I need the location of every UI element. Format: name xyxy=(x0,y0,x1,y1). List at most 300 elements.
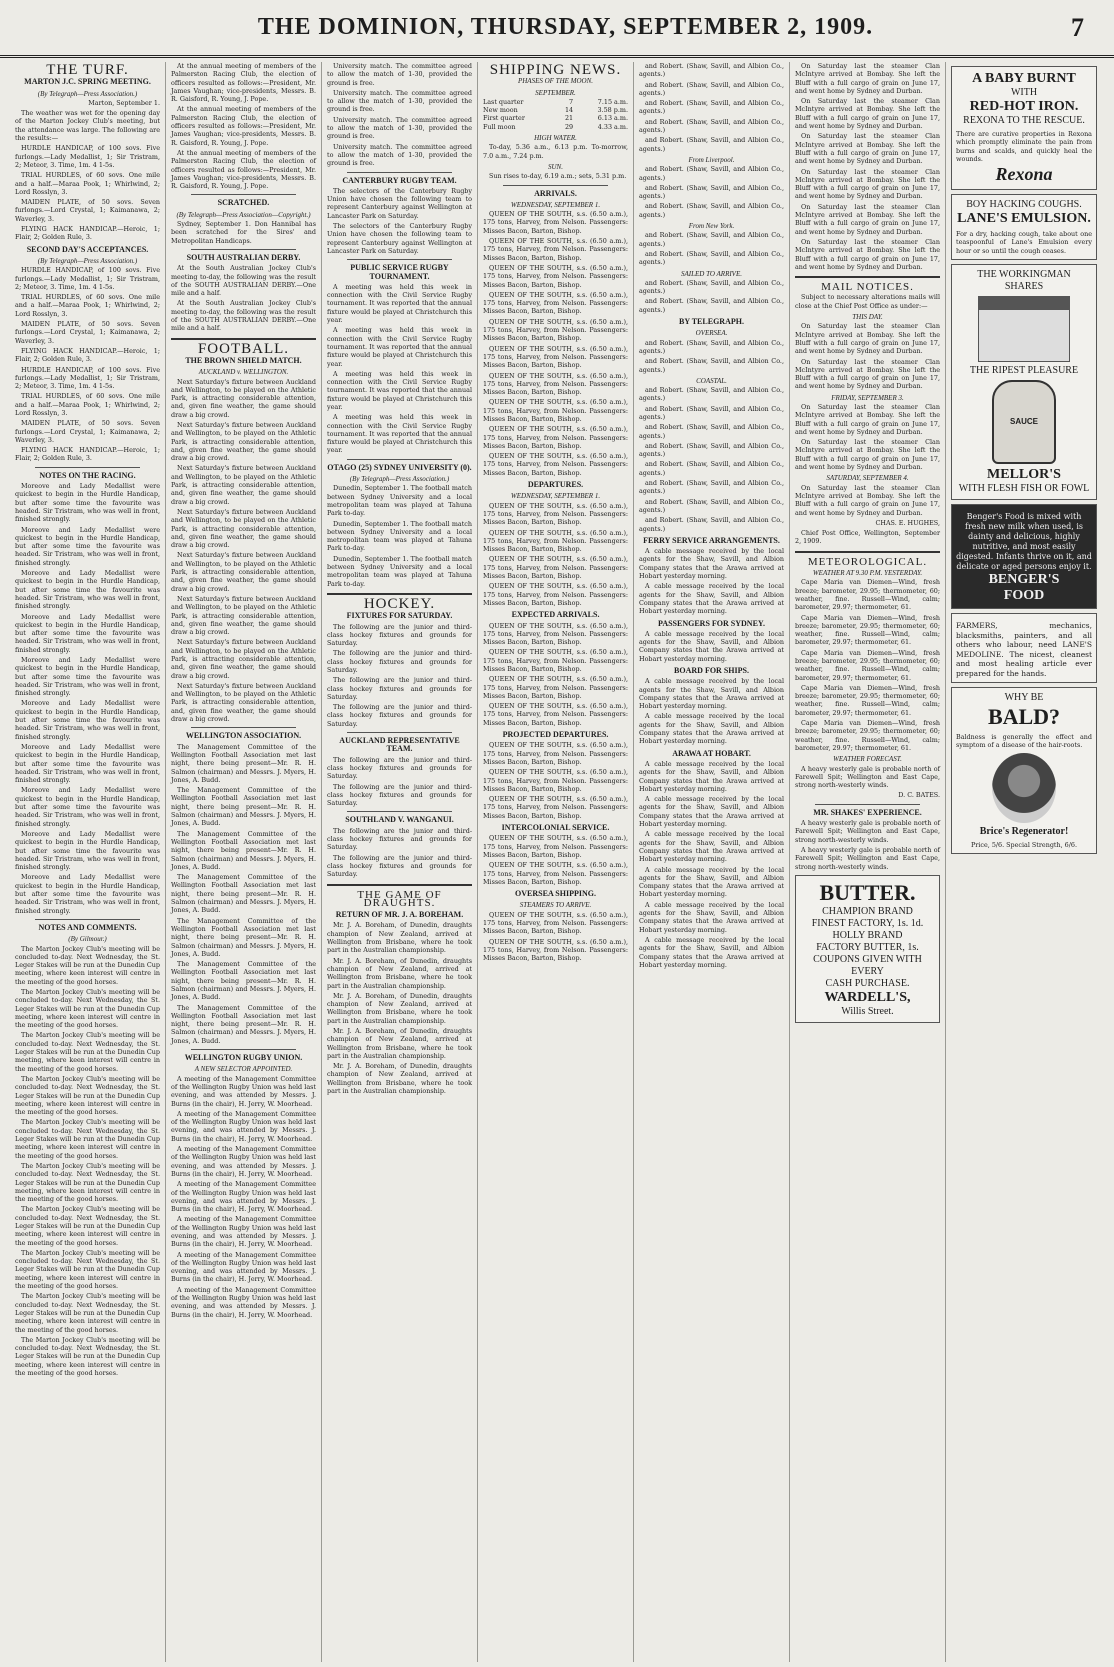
moon-time: 4.33 a.m. xyxy=(597,122,628,131)
shakes-subheading: MR. SHAKES' EXPERIENCE. xyxy=(813,807,922,817)
article-paragraph: A meeting was held this week in connection with the Civil Service Rugby tournament. It was reported that the annual fixture would be played at Christchurch this year. xyxy=(327,413,472,455)
shipping-entry: and Robert. (Shaw, Savill, and Albion Co., agents.) xyxy=(639,497,784,514)
article-paragraph: A cable message received by the local agents for the Shaw, Savill, and Albion Company states that the Arawa arrived at Hobart yesterday morning. xyxy=(639,712,784,746)
ad-brand: MELLOR'S xyxy=(987,467,1061,483)
article-paragraph: The following are the junior and third-class hockey fixtures and grounds for Saturday. xyxy=(327,826,472,852)
shipping-entry: and Robert. (Shaw, Savill, and Albion Co., agents.) xyxy=(639,249,784,267)
new-york-subheading: From New York. xyxy=(688,222,735,231)
southland-subheading: SOUTHLAND V. WANGANUI. xyxy=(345,815,454,825)
shipping-entry: and Robert. (Shaw, Savill, and Albion Co., agents.) xyxy=(639,479,784,496)
article-paragraph: The selectors of the Canterbury Rugby Union have chosen the following team to represent Canterbury against Wellington at Lancaster Park on Saturday. xyxy=(327,222,472,255)
article-paragraph: On Saturday last the steamer Clan McIntyre arrived at Bombay. She left the Bluff with a full cargo of grain on June 17, and went home by Sydney and Durban. xyxy=(795,438,940,472)
ad-body: There are curative properties in Rexona which promptly eliminate the pain from burns and scalds, and quickly heal the wounds. xyxy=(956,130,1092,163)
high-water-subheading: HIGH WATER. xyxy=(534,134,577,143)
divider xyxy=(347,259,452,260)
shipping-entry: and Robert. (Shaw, Savill, and Albion Co., agents.) xyxy=(639,441,784,459)
moon-phase: New moon xyxy=(483,106,518,115)
article-paragraph: A heavy westerly gale is probable north of Farewell Spit; Wellington and East Cape, strong north-westerly winds. xyxy=(795,764,940,790)
divider xyxy=(327,593,472,595)
shipping-entry: QUEEN OF THE SOUTH, s.s. (6.50 a.m.), 175 tons, Harvey, from Nelson. Passengers: Misses Bacon, Barton, Bishop. xyxy=(483,210,628,235)
article-paragraph: Moreove and Lady Medallist were quickest to begin in the Hurdle Handicap, but after some time the favourite was headed. Sir Tristram, who was well in front, finished strongly. xyxy=(15,786,160,828)
article-paragraph: A heavy westerly gale is probable north of Farewell Spit; Wellington and East Cape, strong north-westerly winds. xyxy=(795,819,940,844)
article-paragraph: University match. The committee agreed to allow the match of 1-30, provided the ground is free. xyxy=(327,142,472,168)
shipping-entry: and Robert. (Shaw, Savill, and Albion Co., agents.) xyxy=(639,62,784,79)
shipping-entry: and Robert. (Shaw, Savill, and Albion Co., agents.) xyxy=(639,357,784,374)
article-paragraph: The following are the junior and third-class hockey fixtures and grounds for Saturday. xyxy=(327,755,472,781)
divider xyxy=(191,249,296,250)
page-number: 7 xyxy=(1070,12,1084,42)
shipping-entry: QUEEN OF THE SOUTH, s.s. (6.50 a.m.), 175 tons, Harvey, from Nelson. Passengers: Misses Bacon, Barton, Bishop. xyxy=(483,861,628,886)
shipping-entry: QUEEN OF THE SOUTH, s.s. (6.50 a.m.), 175 tons, Harvey, from Nelson. Passengers: Misses Bacon, Barton, Bishop. xyxy=(483,290,628,316)
moon-subheading: PHASES OF THE MOON. xyxy=(517,77,594,86)
expected-arrivals-subheading: EXPECTED ARRIVALS. xyxy=(511,610,600,620)
race-result: FLYING HACK HANDICAP.—Heroic, 1; Flair, 2; Golden Rule, 3. xyxy=(15,346,160,364)
article-paragraph: The Marton Jockey Club's meeting will be concluded to-day. Next Wednesday, the St. Leger Stakes will be run at the Dunedin Cup meeting, where keen interest will centre in the meeting of the good horses. xyxy=(15,987,160,1030)
article-paragraph: The Management Committee of the Wellington Football Association met last night, there being present—Mr. R. H. Salmon (chairman) and Messrs. J. Myers, H. Jones, A. Budd. xyxy=(171,829,316,871)
article-paragraph: A cable message received by the local agents for the Shaw, Savill, and Albion Company states that the Arawa arrived at Hobart yesterday morning. xyxy=(639,759,784,793)
moon-phase: First quarter xyxy=(483,114,525,123)
bengers-food-advertisement xyxy=(951,504,1097,609)
byline: (By Telegraph—Press Association.) xyxy=(37,89,138,98)
shipping-entry: QUEEN OF THE SOUTH, s.s. (6.50 a.m.), 175 tons, Harvey, from Nelson. Passengers: Misses Bacon, Barton, Bishop. xyxy=(483,501,628,527)
article-paragraph: Cape Maria van Diemen—Wind, fresh breeze; barometer, 29.95; thermometer, 60; weather, fine. Russell—Wind, calm; barometer, 29.97; thermometer, 61. xyxy=(795,578,940,612)
article-paragraph: The Management Committee of the Wellington Football Association met last night, there being present—Mr. R. H. Salmon (chairman) and Messrs. J. Myers, H. Jones, A. Budd. xyxy=(171,873,316,915)
divider xyxy=(347,732,452,733)
article-paragraph: The Management Committee of the Wellington Football Association met last night, there being present—Mr. R. H. Salmon (chairman) and Messrs. J. Myers, H. Jones, A. Budd. xyxy=(171,1003,316,1045)
ad-brand: Brice's Regenerator! xyxy=(979,825,1069,837)
byline: (By Telegraph—Press Association.) xyxy=(349,475,450,484)
race-result: TRIAL HURDLES, of 60 sovs. One mile and a half.—Maraa Pook, 1; Whirlwind, 2; Lord Rosslyn, 3. xyxy=(15,392,160,417)
article-paragraph: At the annual meeting of members of the Palmerston Racing Club, the election of officers resulted as follows:—President, Mr. James Vaughan; vice-presidents, Messrs. B. R. Gaisford, R. Young, J. Pope. xyxy=(171,62,316,104)
article-paragraph: Next Saturday's fixture between Auckland and Wellington, to be played on the Athletic Park, is attracting considerable attention, and, given fine weather, the game should draw a big crowd. xyxy=(171,681,316,724)
article-paragraph: A cable message received by the local agents for the Shaw, Savill, and Albion Company states that the Arawa arrived at Hobart yesterday morning. xyxy=(639,629,784,663)
divider xyxy=(347,459,452,460)
moon-time: 6.13 a.m. xyxy=(597,114,628,123)
intercolonial-subheading: INTERCOLONIAL SERVICE. xyxy=(501,823,610,833)
article-paragraph: On Saturday last the steamer Clan McIntyre arrived at Bombay. She left the Bluff with a full cargo of grain on June 17, and went home by Sydney and Durban. xyxy=(795,483,940,517)
brices-regenerator-advertisement xyxy=(951,687,1097,854)
article-paragraph: Moreove and Lady Medallist were quickest to begin in the Hurdle Handicap, but after some time the favourite was headed. Sir Tristram, who was well in front, finished strongly. xyxy=(15,569,160,611)
shipping-entry: and Robert. (Shaw, Savill, and Albion Co., agents.) xyxy=(639,338,784,355)
article-paragraph: A cable message received by the local agents for the Shaw, Savill, and Albion Company states that the Arawa arrived at Hobart yesterday morning. xyxy=(639,677,784,711)
oversea-subheading: OVERSEA. xyxy=(695,329,728,338)
article-paragraph: Next Saturday's fixture between Auckland and Wellington, to be played on the Athletic Park, is attracting considerable attention, and, given fine weather, the game should draw a big crowd. xyxy=(171,464,316,506)
masthead xyxy=(0,0,1114,58)
ad-title: BUTTER. xyxy=(819,879,916,905)
shipping-entry: and Robert. (Shaw, Savill, and Albion Co., agents.) xyxy=(639,136,784,153)
article-paragraph: The Marton Jockey Club's meeting will be concluded to-day. Next Wednesday, the St. Leger Stakes will be run at the Dunedin Cup meeting, where keen interest will centre in the meeting of the good horses. xyxy=(15,944,160,986)
column-1 xyxy=(10,62,166,1662)
shipping-entry: QUEEN OF THE SOUTH, s.s. (6.50 a.m.), 175 tons, Harvey, from Nelson. Passengers: Misses Bacon, Barton, Bishop. xyxy=(483,344,628,370)
weather-subheading: WEATHER AT 9.30 P.M. YESTERDAY. xyxy=(812,569,923,578)
workingman-illustration xyxy=(978,296,1070,362)
article-paragraph: On Saturday last the steamer Clan McIntyre arrived at Bombay. She left the Bluff with a full cargo of grain on June 17, and went home by Sydney and Durban. xyxy=(795,132,940,166)
sailed-subheading: SAILED TO ARRIVE. xyxy=(681,269,742,278)
article-paragraph: Moreove and Lady Medallist were quickest to begin in the Hurdle Handicap, but after some time the favourite was headed. Sir Tristram, who was well in front, finished strongly. xyxy=(15,873,160,915)
article-paragraph: The selectors of the Canterbury Rugby Union have chosen the following team to represent Canterbury against Wellington at Lancaster Park on Saturday. xyxy=(327,186,472,220)
association-subheading: WELLINGTON ASSOCIATION. xyxy=(185,731,302,741)
article-paragraph: A meeting of the Management Committee of the Wellington Rugby Union was held last evening, and was attended by Messrs. J. Burns (in the chair), H. Jerry, W. Moorhead. xyxy=(171,1215,316,1249)
shipping-entry: QUEEN OF THE SOUTH, s.s. (6.50 a.m.), 175 tons, Harvey, from Nelson. Passengers: Misses Bacon, Barton, Bishop. xyxy=(483,263,628,289)
coastal-subheading: COASTAL. xyxy=(696,376,727,385)
meteorological-heading: METEOROLOGICAL. xyxy=(807,555,928,568)
shipping-entry: QUEEN OF THE SOUTH, s.s. (6.50 a.m.), 175 tons, Harvey, from Nelson. Passengers: Misses Bacon, Barton, Bishop. xyxy=(483,528,628,554)
divider xyxy=(347,811,452,812)
race-result: MAIDEN PLATE, of 50 sovs. Seven furlongs.—Lord Crystal, 1; Kaimanawa, 2; Waverley, 3. xyxy=(15,320,160,345)
shipping-entry: and Robert. (Shaw, Savill, and Albion Co., agents.) xyxy=(639,297,784,314)
ad-line: THE WORKINGMAN xyxy=(977,269,1071,281)
newspaper-page xyxy=(10,62,1104,1662)
article-paragraph: On Saturday last the steamer Clan McIntyre arrived at Bombay. She left the Bluff with a full cargo of grain on June 17, and went home by Sydney and Durban. xyxy=(795,402,940,436)
shipping-entry: QUEEN OF THE SOUTH, s.s. (6.50 a.m.), 175 tons, Harvey, from Nelson. Passengers: Misses Bacon, Barton, Bishop. xyxy=(483,648,628,673)
ad-line: WHY BE xyxy=(1004,692,1044,704)
notes-comments-subheading: NOTES AND COMMENTS. xyxy=(38,922,137,932)
shipping-entry: QUEEN OF THE SOUTH, s.s. (6.50 a.m.), 175 tons, Harvey, from Nelson. Passengers: Misses Bacon, Barton, Bishop. xyxy=(483,237,628,262)
article-paragraph: On Saturday last the steamer Clan McIntyre arrived at Bombay. She left the Bluff with a full cargo of grain on June 17, and went home by Sydney and Durban. xyxy=(795,237,940,271)
arawa-subheading: ARAWA AT HOBART. xyxy=(672,748,751,758)
article-paragraph: The Management Committee of the Wellington Football Association met last night, there being present—Mr. R. H. Salmon (chairman) and Messrs. J. Myers, H. Jones, A. Budd. xyxy=(171,786,316,828)
article-paragraph: At the South Australian Jockey Club's meeting to-day, the following was the result of the SOUTH AUSTRALIAN DERBY.—One mile and a half. xyxy=(171,264,316,298)
race-result: HURDLE HANDICAP, of 100 sovs. Five furlongs.—Lady Medallist, 1; Sir Tristram, 2; Meteor, 3. Time, 1m. 4 1-5s. xyxy=(15,144,160,169)
sa-derby-subheading: SOUTH AUSTRALIAN DERBY. xyxy=(186,252,301,262)
canterbury-subheading: CANTERBURY RUGBY TEAM. xyxy=(342,175,457,185)
article-paragraph: A meeting of the Management Committee of the Wellington Rugby Union was held last evening, and was attended by Messrs. J. Burns (in the chair), H. Jerry, W. Moorhead. xyxy=(171,1145,316,1178)
divider xyxy=(191,1049,296,1050)
ad-body: For a dry, hacking cough, take about one teaspoonful of Lane's Emulsion every hour or so until the cough ceases. xyxy=(956,230,1092,255)
article-paragraph: On Saturday last the steamer Clan McIntyre arrived at Bombay. She left the Bluff with a full cargo of grain on June 17, and went home by Sydney and Durban. xyxy=(795,167,940,201)
article-paragraph: Moreove and Lady Medallist were quickest to begin in the Hurdle Handicap, but after some time the favourite was headed. Sir Tristram, who was well in front, finished strongly. xyxy=(15,482,160,524)
divider xyxy=(35,919,140,920)
signature-note: Chief Post Office, Wellington, September 2, 1909. xyxy=(795,529,940,546)
liverpool-subheading: From Liverpool. xyxy=(688,155,735,164)
article-paragraph: A meeting of the Management Committee of the Wellington Rugby Union was held last evening, and was attended by Messrs. J. Burns (in the chair), H. Jerry, W. Moorhead. xyxy=(171,1074,316,1108)
shipping-entry: and Robert. (Shaw, Savill, and Albion Co., agents.) xyxy=(639,231,784,248)
projected-departures-subheading: PROJECTED DEPARTURES. xyxy=(502,730,609,740)
ad-address: Willis Street. xyxy=(841,1005,894,1017)
butter-advertisement xyxy=(795,875,940,1023)
divider xyxy=(815,804,920,805)
shipping-entry: QUEEN OF THE SOUTH, s.s. (6.50 a.m.), 175 tons, Harvey, from Nelson. Passengers: Misses Bacon, Barton, Bishop. xyxy=(483,371,628,397)
rexona-advertisement xyxy=(951,66,1097,190)
shipping-entry: and Robert. (Shaw, Savill, and Albion Co., agents.) xyxy=(639,117,784,135)
article-paragraph: A cable message received by the local agents for the Shaw, Savill, and Albion Company states that the Arawa arrived at Hobart yesterday morning. xyxy=(639,547,784,581)
shipping-entry: QUEEN OF THE SOUTH, s.s. (6.50 a.m.), 175 tons, Harvey, from Nelson. Passengers: Misses Bacon, Barton, Bishop. xyxy=(483,398,628,423)
article-paragraph: Dunedin, September 1. The football match between Sydney University and a local metropolitan team was played at Tahuna Park to-day. xyxy=(327,519,472,553)
marton-subheading: MARTON J.C. SPRING MEETING. xyxy=(24,77,151,87)
high-water: To-day, 5.36 a.m., 6.13 p.m. To-morrow, 7.0 a.m., 7.24 p.m. xyxy=(483,143,628,160)
table-row xyxy=(483,123,628,131)
boreham-subheading: RETURN OF MR. J. A. BOREHAM. xyxy=(335,910,464,920)
moon-phase: Last quarter xyxy=(483,97,524,106)
article-paragraph: Cape Maria van Diemen—Wind, fresh breeze; barometer, 29.95; thermometer, 60; weather, fine. Russell—Wind, calm; barometer, 29.97; thermometer, 61. xyxy=(795,648,940,682)
mail-day: THIS DAY. xyxy=(852,313,883,322)
article-paragraph: The weather was wet for the opening day of the Marton Jockey Club's meeting, but the attendance was large. The following are the results:— xyxy=(15,109,160,143)
race-result: FLYING HACK HANDICAP.—Heroic, 1; Flair, 2; Golden Rule, 3. xyxy=(15,225,160,242)
column-6 xyxy=(790,62,946,1662)
brown-shield-subheading: THE BROWN SHIELD MATCH. xyxy=(185,355,302,365)
match-subheading: AUCKLAND v. WELLINGTON. xyxy=(198,368,289,377)
column-7 xyxy=(946,62,1102,1662)
signature: D. C. BATES. xyxy=(898,791,940,800)
ad-line: WITH FLESH FISH OR FOWL xyxy=(958,483,1090,495)
steamers-subheading: STEAMERS TO ARRIVE. xyxy=(519,901,592,910)
ad-headline: RED-HOT IRON. xyxy=(969,99,1079,114)
article-paragraph: A cable message received by the local agents for the Shaw, Savill, and Albion Company states that the Arawa arrived at Hobart yesterday morning. xyxy=(639,830,784,864)
turf-heading: THE TURF. xyxy=(46,62,129,78)
article-paragraph: Next Saturday's fixture between Auckland and Wellington, to be played on the Athletic Park, is attracting considerable attention, and, given fine weather, the game should draw a big crowd. xyxy=(171,507,316,550)
article-paragraph: The following are the junior and third-class hockey fixtures and grounds for Saturday. xyxy=(327,622,472,648)
article-paragraph: A cable message received by the local agents for the Shaw, Savill, and Albion Company states that the Arawa arrived at Hobart yesterday morning. xyxy=(639,795,784,829)
ad-line: FINEST FACTORY, 1s. 1d. xyxy=(811,917,924,929)
race-result: TRIAL HURDLES, of 60 sovs. One mile and a half.—Maraa Pook, 1; Whirlwind, 2; Lord Rosslyn, 3. xyxy=(15,171,160,196)
mail-day: SATURDAY, SEPTEMBER 4. xyxy=(826,474,909,483)
article-paragraph: The Management Committee of the Wellington Football Association met last night, there being present—Mr. R. H. Salmon (chairman) and Messrs. J. Myers, H. Jones, A. Budd. xyxy=(171,916,316,958)
article-paragraph: Moreove and Lady Medallist were quickest to begin in the Hurdle Handicap, but after some time the favourite was headed. Sir Tristram, who was well in front, finished strongly. xyxy=(15,612,160,654)
article-paragraph: On Saturday last the steamer Clan McIntyre arrived at Bombay. She left the Bluff with a full cargo of grain on June 17, and went home by Sydney and Durban. xyxy=(795,62,940,95)
article-paragraph: On Saturday last the steamer Clan McIntyre arrived at Bombay. She left the Bluff with a full cargo of grain on June 17, and went home by Sydney and Durban. xyxy=(795,322,940,356)
article-paragraph: Mr. J. A. Boreham, of Dunedin, draughts champion of New Zealand, arrived at Wellington from Brisbane, where he took part in the Australian championship. xyxy=(327,1026,472,1060)
ad-headline: FOOD xyxy=(1003,588,1045,604)
article-paragraph: A meeting of the Management Committee of the Wellington Rugby Union was held last evening, and was attended by Messrs. J. Burns (in the chair), H. Jerry, W. Moorhead. xyxy=(171,1250,316,1284)
ad-headline: LANE'S EMULSION. xyxy=(957,211,1091,227)
article-paragraph: The Marton Jockey Club's meeting will be concluded to-day. Next Wednesday, the St. Leger Stakes will be run at the Dunedin Cup meeting, where keen interest will centre in the meeting of the good horses. xyxy=(15,1292,160,1334)
table-row xyxy=(483,98,628,106)
article-paragraph: A meeting was held this week in connection with the Civil Service Rugby tournament. It was reported that the annual fixture would be played at Christchurch this year. xyxy=(327,369,472,411)
article-paragraph: Moreove and Lady Medallist were quickest to begin in the Hurdle Handicap, but after some time the favourite was headed. Sir Tristram, who was well in front, finished strongly. xyxy=(15,742,160,785)
divider xyxy=(191,194,296,195)
article-paragraph: Mr. J. A. Boreham, of Dunedin, draughts champion of New Zealand, arrived at Wellington from Brisbane, where he took part in the Australian championship. xyxy=(327,921,472,955)
byline: (By Gilmour.) xyxy=(68,935,107,944)
article-paragraph: A meeting was held this week in connection with the Civil Service Rugby tournament. It was reported that the annual fixture would be played at Christchurch this year. xyxy=(327,326,472,368)
shipping-entry: QUEEN OF THE SOUTH, s.s. (6.50 a.m.), 175 tons, Harvey, from Nelson. Passengers: Misses Bacon, Barton, Bishop. xyxy=(483,675,628,700)
forecast-subheading: WEATHER FORECAST. xyxy=(833,755,902,764)
race-result: FLYING HACK HANDICAP.—Heroic, 1; Flair, 2; Golden Rule, 3. xyxy=(15,446,160,463)
ad-logo: Rexona xyxy=(995,164,1053,185)
article-paragraph: The following are the junior and third-class hockey fixtures and grounds for Saturday. xyxy=(327,676,472,701)
moon-date: 7 xyxy=(569,97,574,106)
oversea-shipping-subheading: OVERSEA SHIPPING. xyxy=(515,889,596,899)
telegraph-subheading: BY TELEGRAPH. xyxy=(679,317,744,327)
shipping-entry: QUEEN OF THE SOUTH, s.s. (6.50 a.m.), 175 tons, Harvey, from Nelson. Passengers: Misses Bacon, Barton, Bishop. xyxy=(483,317,628,343)
race-result: MAIDEN PLATE, of 50 sovs. Seven furlongs.—Lord Crystal, 1; Kaimanawa, 2; Waverley, 3. xyxy=(15,198,160,223)
mail-heading: MAIL NOTICES. xyxy=(821,281,914,294)
article-paragraph: University match. The committee agreed to allow the match of 1-30, provided the ground is free. xyxy=(327,88,472,114)
ad-brand: WARDELL'S, xyxy=(824,989,911,1005)
shipping-entry: QUEEN OF THE SOUTH, s.s. (6.50 a.m.), 175 tons, Harvey, from Nelson. Passengers: Misses Bacon, Barton, Bishop. xyxy=(483,702,628,727)
article-paragraph: On Saturday last the steamer Clan McIntyre arrived at Bombay. She left the Bluff with a full cargo of grain on June 17, and went home by Sydney and Durban. xyxy=(795,97,940,131)
article-paragraph: A meeting of the Management Committee of the Wellington Rugby Union was held last evening, and was attended by Messrs. J. Burns (in the chair), H. Jerry, W. Moorhead. xyxy=(171,1285,316,1319)
shipping-entry: and Robert. (Shaw, Savill, and Albion Co., agents.) xyxy=(639,278,784,296)
article-paragraph: The Marton Jockey Club's meeting will be concluded to-day. Next Wednesday, the St. Leger Stakes will be run at the Dunedin Cup meeting, where keen interest will centre in the meeting of the good horses. xyxy=(15,1161,160,1204)
article-paragraph: The Marton Jockey Club's meeting will be concluded to-day. Next Wednesday, the St. Leger Stakes will be run at the Dunedin Cup meeting, where keen interest will centre in the meeting of the good horses. xyxy=(15,1074,160,1117)
shipping-entry: QUEEN OF THE SOUTH, s.s. (6.50 a.m.), 175 tons, Harvey, from Nelson. Passengers: Misses Bacon, Barton, Bishop. xyxy=(483,425,628,450)
fixtures-subheading: FIXTURES FOR SATURDAY. xyxy=(346,611,453,621)
shipping-entry: and Robert. (Shaw, Savill, and Albion Co., agents.) xyxy=(639,386,784,403)
article-paragraph: Mr. J. A. Boreham, of Dunedin, draughts champion of New Zealand, arrived at Wellington from Brisbane, where he took part in the Australian championship. xyxy=(327,956,472,990)
article-paragraph: A meeting was held this week in connection with the Civil Service Rugby tournament. It was reported that the annual fixture would be played at Christchurch this year. xyxy=(327,282,472,325)
ad-line: COUPONS GIVEN WITH EVERY xyxy=(813,953,922,977)
article-paragraph: Next Saturday's fixture between Auckland and Wellington, to be played on the Athletic Park, is attracting considerable attention, and, given fine weather, the game should draw a big crowd. xyxy=(171,420,316,463)
ad-price: Price, 5/6. Special Strength, 6/6. xyxy=(971,840,1077,849)
sun-times: Sun rises to-day, 6.19 a.m.; sets, 5.31 p.m. xyxy=(489,172,627,181)
divider xyxy=(171,338,316,340)
board-subheading: BOARD FOR SHIPS. xyxy=(674,666,749,675)
article-paragraph: A meeting of the Management Committee of the Wellington Rugby Union was held last evening, and was attended by Messrs. J. Burns (in the chair), H. Jerry, W. Moorhead. xyxy=(171,1109,316,1143)
portrait-illustration xyxy=(992,753,1056,823)
article-paragraph: The following are the junior and third-class hockey fixtures and grounds for Saturday. xyxy=(327,703,472,728)
ad-line: FACTORY BUTTER, 1s. xyxy=(816,941,919,953)
race-result: MAIDEN PLATE, of 50 sovs. Seven furlongs.—Lord Crystal, 1; Kaimanawa, 2; Waverley, 3. xyxy=(15,419,160,444)
article-paragraph: A cable message received by the local agents for the Shaw, Savill, and Albion Company states that the Arawa arrived at Hobart yesterday morning. xyxy=(639,582,784,616)
article-paragraph: A cable message received by the local agents for the Shaw, Savill, and Albion Company states that the Arawa arrived at Hobart yesterday morning. xyxy=(639,935,784,969)
article-paragraph: On Saturday last the steamer Clan McIntyre arrived at Bombay. She left the Bluff with a full cargo of grain on June 17, and went home by Sydney and Durban. xyxy=(795,202,940,236)
mellors-sauce-advertisement xyxy=(951,264,1097,500)
arrivals-date: WEDNESDAY, SEPTEMBER 1. xyxy=(510,200,601,209)
article-paragraph: Next Saturday's fixture between Auckland and Wellington, to be played on the Athletic Park, is attracting considerable attention, and, given fine weather, the game should draw a big crowd. xyxy=(171,638,316,680)
shipping-entry: QUEEN OF THE SOUTH, s.s. (6.50 a.m.), 175 tons, Harvey, from Nelson. Passengers: Misses Bacon, Barton, Bishop. xyxy=(483,768,628,793)
arrivals-subheading: ARRIVALS. xyxy=(534,188,577,198)
article-paragraph: University match. The committee agreed to allow the match of 1-30, provided the ground is free. xyxy=(327,115,472,141)
divider xyxy=(35,467,140,468)
column-4 xyxy=(478,62,634,1662)
column-5 xyxy=(634,62,790,1662)
article-paragraph: The Marton Jockey Club's meeting will be concluded to-day. Next Wednesday, the St. Leger Stakes will be run at the Dunedin Cup meeting, where keen interest will centre in the meeting of the good horses. xyxy=(15,1248,160,1291)
sauce-bottle-illustration xyxy=(992,380,1056,464)
shipping-entry: QUEEN OF THE SOUTH, s.s. (6.50 a.m.), 175 tons, Harvey, from Nelson. Passengers: Misses Bacon, Barton, Bishop. xyxy=(483,937,628,963)
passengers-subheading: PASSENGERS FOR SYDNEY. xyxy=(658,618,765,628)
article-paragraph: The Marton Jockey Club's meeting will be concluded to-day. Next Wednesday, the St. Leger Stakes will be run at the Dunedin Cup meeting, where keen interest will centre in the meeting of the good horses. xyxy=(15,1031,160,1073)
ad-body: Benger's Food is mixed with fresh new milk when used, is dainty and delicious, highly nutritive, and most easily digested. Infants thrive on it, and delicate or aged persons enjoy it. xyxy=(956,512,1092,572)
scratched-subheading: SCRATCHED. xyxy=(217,198,270,208)
shipping-entry: QUEEN OF THE SOUTH, s.s. (6.50 a.m.), 175 tons, Harvey, from Nelson. Passengers: Misses Bacon, Barton, Bishop. xyxy=(483,834,628,859)
article-paragraph: Cape Maria van Diemen—Wind, fresh breeze; barometer, 29.95; thermometer, 60; weather, fine. Russell—Wind, calm; barometer, 29.97; thermometer, 61. xyxy=(795,613,940,647)
football-heading: FOOTBALL. xyxy=(197,340,290,357)
article-paragraph: The Management Committee of the Wellington Football Association met last night, there being present—Mr. R. H. Salmon (chairman) and Messrs. J. Myers, H. Jones, A. Budd. xyxy=(171,960,316,1002)
divider xyxy=(503,185,608,186)
article-paragraph: A heavy westerly gale is probable north of Farewell Spit; Wellington and East Cape, strong north-westerly winds. xyxy=(795,845,940,871)
shipping-entry: QUEEN OF THE SOUTH, s.s. (6.50 a.m.), 175 tons, Harvey, from Nelson. Passengers: Misses Bacon, Barton, Bishop. xyxy=(483,555,628,581)
byline: (By Telegraph—Press Association.) xyxy=(37,256,138,265)
table-row xyxy=(483,114,628,122)
moon-date: 21 xyxy=(564,114,574,123)
ad-brand: BENGER'S xyxy=(988,572,1060,588)
byline: (By Telegraph—Press Association—Copyright.) xyxy=(176,210,311,219)
ad-line: CASH PURCHASE. xyxy=(825,977,910,989)
shipping-entry: and Robert. (Shaw, Savill, and Albion Co., agents.) xyxy=(639,183,784,201)
ad-line: HOLLY BRAND xyxy=(832,929,903,941)
divider xyxy=(795,276,940,278)
dateline: Marton, September 1. xyxy=(88,98,160,107)
ferry-subheading: FERRY SERVICE ARRANGEMENTS. xyxy=(643,535,780,545)
ad-headline: BALD? xyxy=(987,704,1061,730)
article-paragraph: Mr. J. A. Boreham, of Dunedin, draughts champion of New Zealand, arrived at Wellington from Brisbane, where he took part in the Australian championship. xyxy=(327,1062,472,1096)
shipping-entry: and Robert. (Shaw, Savill, and Albion Co., agents.) xyxy=(639,80,784,97)
article-paragraph: Next Saturday's fixture between Auckland and Wellington, to be played on the Athletic Park, is attracting considerable attention, and, given fine weather, the game should draw a big crowd. xyxy=(171,551,316,593)
lanes-emulsion-advertisement xyxy=(951,194,1097,260)
shipping-entry: and Robert. (Shaw, Savill, and Albion Co., agents.) xyxy=(639,516,784,533)
race-result: HURDLE HANDICAP, of 100 sovs. Five furlongs.—Lady Medallist, 1; Sir Tristram, 2; Meteor, 3. Time, 1m. 4 1-5s. xyxy=(15,365,160,391)
moon-time: 7.15 a.m. xyxy=(597,97,628,106)
article-paragraph: At the South Australian Jockey Club's meeting to-day, the following was the result of the SOUTH AUSTRALIAN DERBY.—One mile and a half. xyxy=(171,299,316,333)
signature: CHAS. E. HUGHES, xyxy=(875,518,940,527)
shipping-entry: and Robert. (Shaw, Savill, and Albion Co., agents.) xyxy=(639,202,784,219)
shipping-entry: and Robert. (Shaw, Savill, and Albion Co., agents.) xyxy=(639,423,784,440)
shipping-entry: and Robert. (Shaw, Savill, and Albion Co., agents.) xyxy=(639,99,784,116)
article-paragraph: The following are the junior and third-class hockey fixtures and grounds for Saturday. xyxy=(327,649,472,674)
shipping-entry: QUEEN OF THE SOUTH, s.s. (6.50 a.m.), 175 tons, Harvey, from Nelson. Passengers: Misses Bacon, Barton, Bishop. xyxy=(483,582,628,607)
ad-headline: A BABY BURNT xyxy=(972,71,1076,86)
article-paragraph: At the annual meeting of members of the Palmerston Racing Club, the election of officers resulted as follows:—President, Mr. James Vaughan; vice-presidents, Messrs. B. R. Gaisford, R. Young, J. Pope. xyxy=(171,105,316,147)
article-paragraph: At the annual meeting of members of the Palmerston Racing Club, the election of officers resulted as follows:—President, Mr. James Vaughan; vice-presidents, Messrs. B. R. Gaisford, R. Young, J. Pope. xyxy=(171,148,316,191)
departures-subheading: DEPARTURES. xyxy=(527,480,584,490)
article-paragraph: The Marton Jockey Club's meeting will be concluded to-day. Next Wednesday, the St. Leger Stakes will be run at the Dunedin Cup meeting, where keen interest will centre in the meeting of the good horses. xyxy=(15,1335,160,1378)
divider xyxy=(795,551,940,553)
auckland-rep-subheading: AUCKLAND REPRESENTATIVE TEAM. xyxy=(339,736,460,754)
moon-date: 29 xyxy=(564,122,574,131)
article-paragraph: Mr. J. A. Boreham, of Dunedin, draughts champion of New Zealand, arrived at Wellington from Brisbane, where he took part in the Australian championship. xyxy=(327,991,472,1025)
hockey-heading: HOCKEY. xyxy=(363,595,436,612)
column-3 xyxy=(322,62,478,1662)
ad-line: SHARES xyxy=(1004,281,1044,293)
masthead-title: THE DOMINION, THURSDAY, SEPTEMBER 2, 1909. xyxy=(257,14,874,40)
article-paragraph: A cable message received by the local agents for the Shaw, Savill, and Albion Company states that the Arawa arrived at Hobart yesterday morning. xyxy=(639,865,784,899)
article-paragraph: Moreove and Lady Medallist were quickest to begin in the Hurdle Handicap, but after some time the favourite was headed. Sir Tristram, who was well in front, finished strongly. xyxy=(15,699,160,741)
article-paragraph: The Marton Jockey Club's meeting will be concluded to-day. Next Wednesday, the St. Leger Stakes will be run at the Dunedin Cup meeting, where keen interest will centre in the meeting of the good horses. xyxy=(15,1118,160,1160)
article-paragraph: Next Saturday's fixture between Auckland and Wellington, to be played on the Athletic Park, is attracting considerable attention, and, given fine weather, the game should draw a big crowd. xyxy=(171,594,316,637)
article-paragraph: On Saturday last the steamer Clan McIntyre arrived at Bombay. She left the Bluff with a full cargo of grain on June 17, and went home by Sydney and Durban. xyxy=(795,357,940,391)
column-2 xyxy=(166,62,322,1662)
article-paragraph: Dunedin, September 1. The football match between Sydney University and a local metropolitan team was played at Tahuna Park to-day. xyxy=(327,484,472,518)
article-paragraph: Moreove and Lady Medallist were quickest to begin in the Hurdle Handicap, but after some time the favourite was headed. Sir Tristram, who was well in front, finished strongly. xyxy=(15,525,160,567)
article-paragraph: Moreove and Lady Medallist were quickest to begin in the Hurdle Handicap, but after some time the favourite was headed. Sir Tristram, who was well in front, finished strongly. xyxy=(15,829,160,872)
divider xyxy=(327,884,472,886)
ad-line: THE RIPEST PLEASURE xyxy=(969,365,1079,377)
shipping-entry: QUEEN OF THE SOUTH, s.s. (6.50 a.m.), 175 tons, Harvey, from Nelson. Passengers: Misses Bacon, Barton, Bishop. xyxy=(483,621,628,647)
moon-table xyxy=(483,98,628,131)
public-service-subheading: PUBLIC SERVICE RUGBY TOURNAMENT. xyxy=(350,263,449,281)
sun-subheading: SUN. xyxy=(548,162,563,171)
ad-body: FARMERS, mechanics, blacksmiths, painters, and all others who labour, need LANE'S MEDOLINE. The nicest, cleanest and most healing article ever prepared for the hands. xyxy=(956,621,1092,678)
article-paragraph: University match. The committee agreed to allow the match of 1-30, provided the ground is free. xyxy=(327,62,472,87)
article-paragraph: Next Saturday's fixture between Auckland and Wellington, to be played on the Athletic Park, is attracting considerable attention, and, given fine weather, the game should draw a big crowd. xyxy=(171,377,316,419)
acceptances-subheading: SECOND DAY'S ACCEPTANCES. xyxy=(26,244,149,254)
bottle-label: SAUCE xyxy=(1009,416,1038,426)
racing-notes-subheading: NOTES ON THE RACING. xyxy=(39,470,136,480)
shipping-entry: and Robert. (Shaw, Savill, and Albion Co., agents.) xyxy=(639,404,784,421)
draughts-heading: THE GAME OF DRAUGHTS. xyxy=(357,888,442,909)
ad-line: REXONA TO THE RESCUE. xyxy=(963,115,1085,126)
departures-date: WEDNESDAY, SEPTEMBER 1. xyxy=(510,492,601,501)
moon-month: SEPTEMBER. xyxy=(535,88,576,97)
ad-line: CHAMPION BRAND xyxy=(822,905,913,917)
article-paragraph: Dunedin, September 1. The football match between Sydney University and a local metropolitan team was played at Tahuna Park to-day. xyxy=(327,554,472,588)
shipping-heading: SHIPPING NEWS. xyxy=(489,62,622,78)
shipping-entry: and Robert. (Shaw, Savill, and Albion Co., agents.) xyxy=(639,165,784,182)
moon-date: 14 xyxy=(564,106,574,115)
moon-phase: Full moon xyxy=(483,122,516,131)
ad-line: WITH xyxy=(1010,87,1038,98)
article-paragraph: Cape Maria van Diemen—Wind, fresh breeze; barometer, 29.95; thermometer, 60; weather, fine. Russell—Wind, calm; barometer, 29.97; thermometer, 61. xyxy=(795,719,940,752)
shipping-entry: QUEEN OF THE SOUTH, s.s. (6.50 a.m.), 175 tons, Harvey, from Nelson. Passengers: Misses Bacon, Barton, Bishop. xyxy=(483,741,628,766)
shipping-entry: QUEEN OF THE SOUTH, s.s. (6.50 a.m.), 175 tons, Harvey, from Nelson. Passengers: Misses Bacon, Barton, Bishop. xyxy=(483,910,628,936)
shipping-entry: and Robert. (Shaw, Savill, and Albion Co., agents.) xyxy=(639,460,784,477)
table-row xyxy=(483,106,628,114)
moon-time: 3.58 p.m. xyxy=(597,106,628,115)
article-paragraph: The Management Committee of the Wellington Football Association met last night, there being present—Mr. R. H. Salmon (chairman) and Messrs. J. Myers, H. Jones, A. Budd. xyxy=(171,742,316,784)
article-paragraph: The following are the junior and third-class hockey fixtures and grounds for Saturday. xyxy=(327,782,472,808)
mail-day: FRIDAY, SEPTEMBER 3. xyxy=(831,393,904,402)
rugby-union-subheading: WELLINGTON RUGBY UNION. xyxy=(184,1053,303,1063)
